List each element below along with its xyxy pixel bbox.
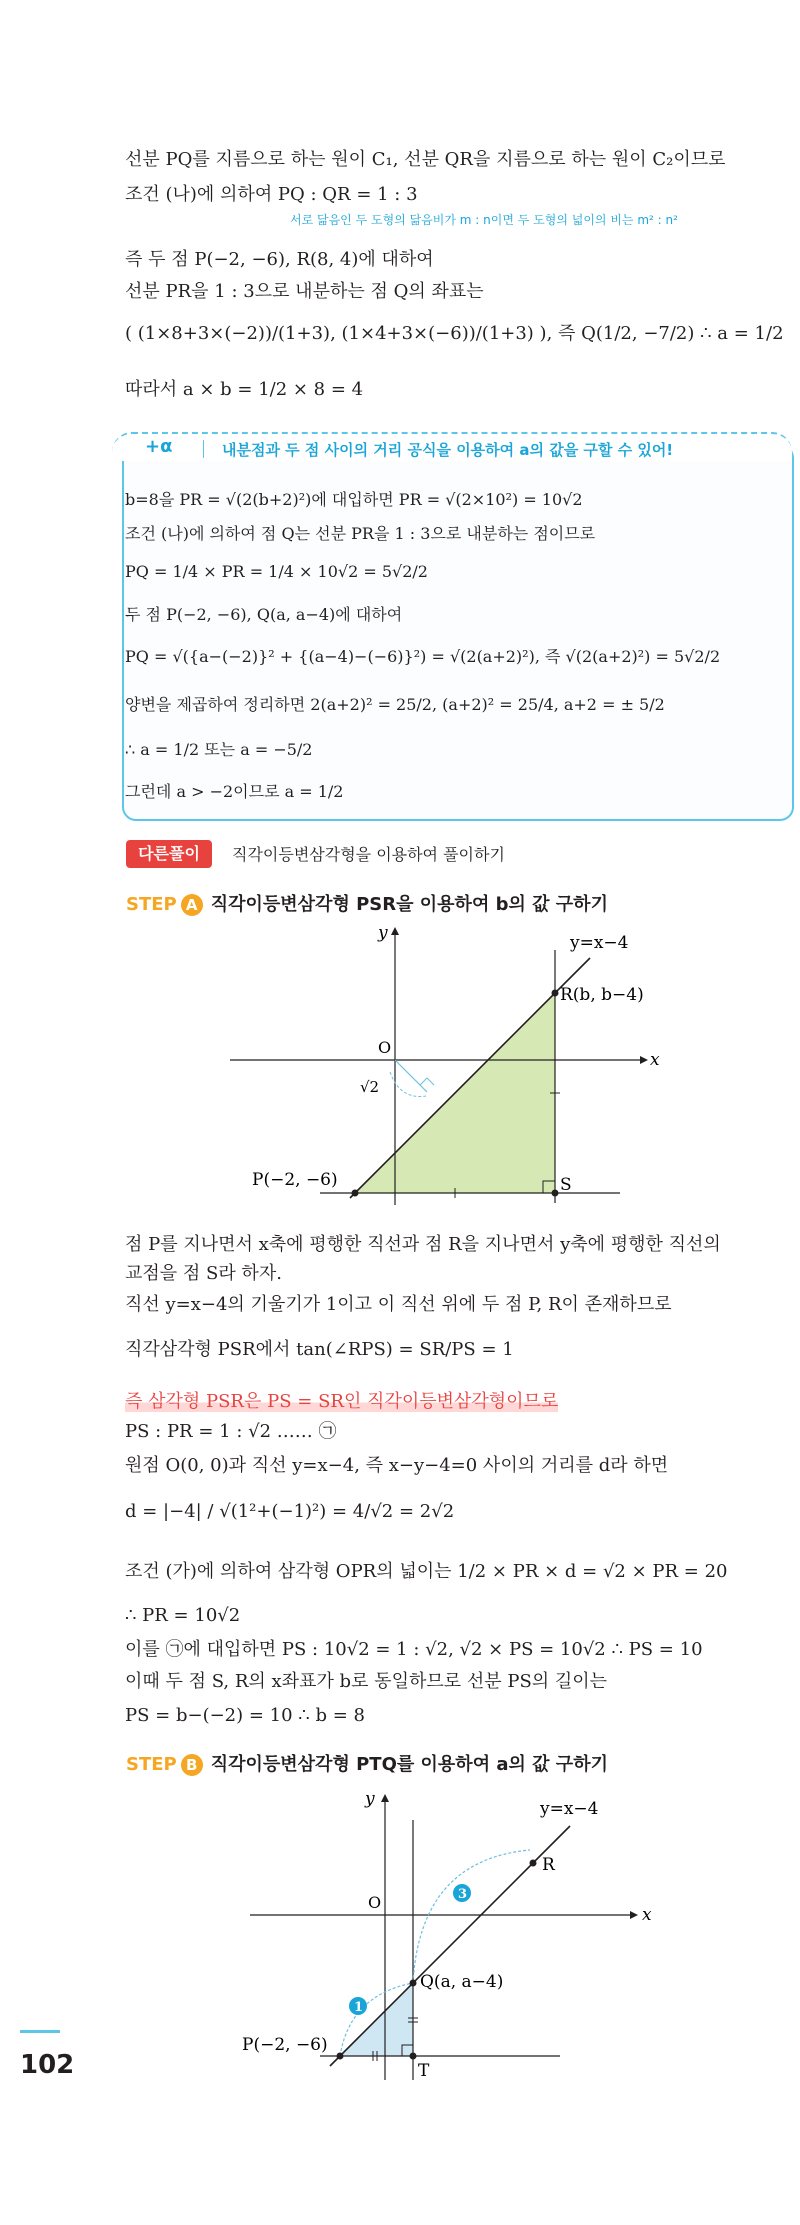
label-o: O [368,1893,382,1912]
tip-line: 조건 (나)에 의하여 점 Q는 선분 PR을 1 : 3으로 내분하는 점이므로 [125,524,596,543]
formula-line: d = |−4| / √(1²+(−1)²) = 4/√2 = 2√2 [125,1501,455,1522]
alt-desc: 직각이등변삼각형을 이용하여 풀이하기 [232,845,505,864]
side-note: 서로 닮음인 두 도형의 닮음비가 m : n이면 두 도형의 넓이의 비는 m² : n² [290,213,678,227]
tip-line: PQ = √({a−(−2)}² + {(a−4)−(−6)}²) = √(2(a+2)²), 즉 √(2(a+2)²) = 5√2/2 [125,647,721,666]
text-line: PS : PR = 1 : √2 …… ㉠ [125,1421,337,1442]
tip-line: PQ = 1/4 × PR = 1/4 × 10√2 = 5√2/2 [125,562,428,581]
perpendicular-o [395,1060,427,1092]
label-c1: 1 [354,2000,364,2015]
tip-line: 양변을 제곱하여 정리하면 2(a+2)² = 25/2, (a+2)² = 25/4, a+2 = ± 5/2 [125,695,665,714]
graph-b [230,1780,670,2110]
step-label: STEP [126,1754,177,1775]
tip-line: b=8을 PR = √(2(b+2)²)에 대입하면 PR = √(2×10²) = 10√2 [125,490,583,509]
text-line: 이를 ㉠에 대입하면 PS : 10√2 = 1 : √2, √2 × PS = 10√2 ∴ PS = 10 [125,1639,703,1660]
y-axis-arrow [381,1794,389,1802]
tip-text: 내분점과 두 점 사이의 거리 공식을 이용하여 a의 값을 구할 수 있어! [222,441,674,459]
point-p [352,1190,359,1197]
point-s [552,1190,559,1197]
text-line: ∴ PR = 10√2 [125,1605,241,1626]
step-letter-a: A [181,894,203,916]
tip-line: 두 점 P(−2, −6), Q(a, a−4)에 대하여 [125,605,403,624]
point-r [552,990,559,997]
x-axis-arrow [630,1911,638,1919]
text-line: 조건 (가)에 의하여 삼각형 OPR의 넓이는 1/2 × PR × d = √2 × PR = 20 [125,1561,728,1582]
label-line: y=x−4 [570,933,629,953]
step-a-heading [126,890,608,916]
text-line: 점 P를 지나면서 x축에 평행한 직선과 점 R을 지나면서 y축에 평행한 직선의 [125,1234,721,1255]
label-x: x [642,1905,652,1925]
label-p: P(−2, −6) [252,1170,338,1190]
text-line: 직각삼각형 PSR에서 tan(∠RPS) = SR/PS = 1 [125,1339,514,1360]
highlight-text: 즉 삼각형 PSR은 PS = SR인 직각이등변삼각형이므로 [125,1391,559,1412]
text-line: 따라서 a × b = 1/2 × 8 = 4 [125,379,364,400]
label-r: R(b, b−4) [560,985,644,1005]
text-line: 원점 O(0, 0)과 직선 y=x−4, 즉 x−y−4=0 사이의 거리를 d라 하면 [125,1455,669,1476]
graph-a [230,920,670,1210]
label-dist: √2 [360,1078,380,1096]
point-q [410,1980,417,1987]
text-line [125,1390,558,1414]
point-t [410,2053,417,2060]
alt-badge: 다른풀이 [126,840,212,868]
text-line: 조건 (나)에 의하여 PQ : QR = 1 : 3 [125,184,418,205]
text-line: 즉 두 점 P(−2, −6), R(8, 4)에 대하여 [125,249,434,270]
label-q: Q(a, a−4) [420,1972,504,1992]
label-t: T [418,2061,430,2081]
text-line: 이때 두 점 S, R의 x좌표가 b로 동일하므로 선분 PS의 길이는 [125,1671,608,1692]
x-axis-arrow [640,1056,648,1064]
label-y: y [365,1789,375,1809]
label-r: R [542,1855,555,1875]
step-b-title: 직각이등변삼각형 PTQ를 이용하여 a의 값 구하기 [210,1754,608,1775]
right-angle-foot [420,1078,434,1085]
y-axis-arrow [391,927,399,935]
label-s: S [560,1175,572,1195]
step-b-heading [126,1750,608,1776]
step-letter-b: B [181,1754,203,1776]
tip-line: ∴ a = 1/2 또는 a = −5/2 [125,740,313,759]
label-y: y [378,923,388,943]
step-a-title: 직각이등변삼각형 PSR을 이용하여 b의 값 구하기 [210,894,608,915]
step-label: STEP [126,894,177,915]
text-line: PS = b−(−2) = 10 ∴ b = 8 [125,1705,365,1726]
point-r [530,1860,537,1867]
tip-line: 그런데 a > −2이므로 a = 1/2 [125,782,344,801]
label-o: O [378,1038,392,1057]
tip-title: +α [145,436,173,457]
arc-qr [413,1850,530,1983]
label-c3: 3 [458,1887,468,1902]
point-p [337,2053,344,2060]
text-line: 직선 y=x−4의 기울기가 1이고 이 직선 위에 두 점 P, R이 존재하므로 [125,1294,672,1315]
page-number: 102 [20,2050,75,2080]
page-rule [20,2030,60,2033]
text-line: 선분 PR을 1 : 3으로 내분하는 점 Q의 좌표는 [125,281,484,302]
label-line: y=x−4 [540,1799,599,1819]
label-p: P(−2, −6) [242,2035,328,2055]
text-line: 선분 PQ를 지름으로 하는 원이 C₁, 선분 QR을 지름으로 하는 원이 C₂이므로 [125,149,726,170]
text-line: 교점을 점 S라 하자. [125,1263,282,1284]
label-x: x [650,1050,660,1070]
tip-divider [203,440,204,458]
formula-line: ( (1×8+3×(−2))/(1+3), (1×4+3×(−6))/(1+3) ), 즉 Q(1/2, −7/2) ∴ a = 1/2 [125,323,784,344]
